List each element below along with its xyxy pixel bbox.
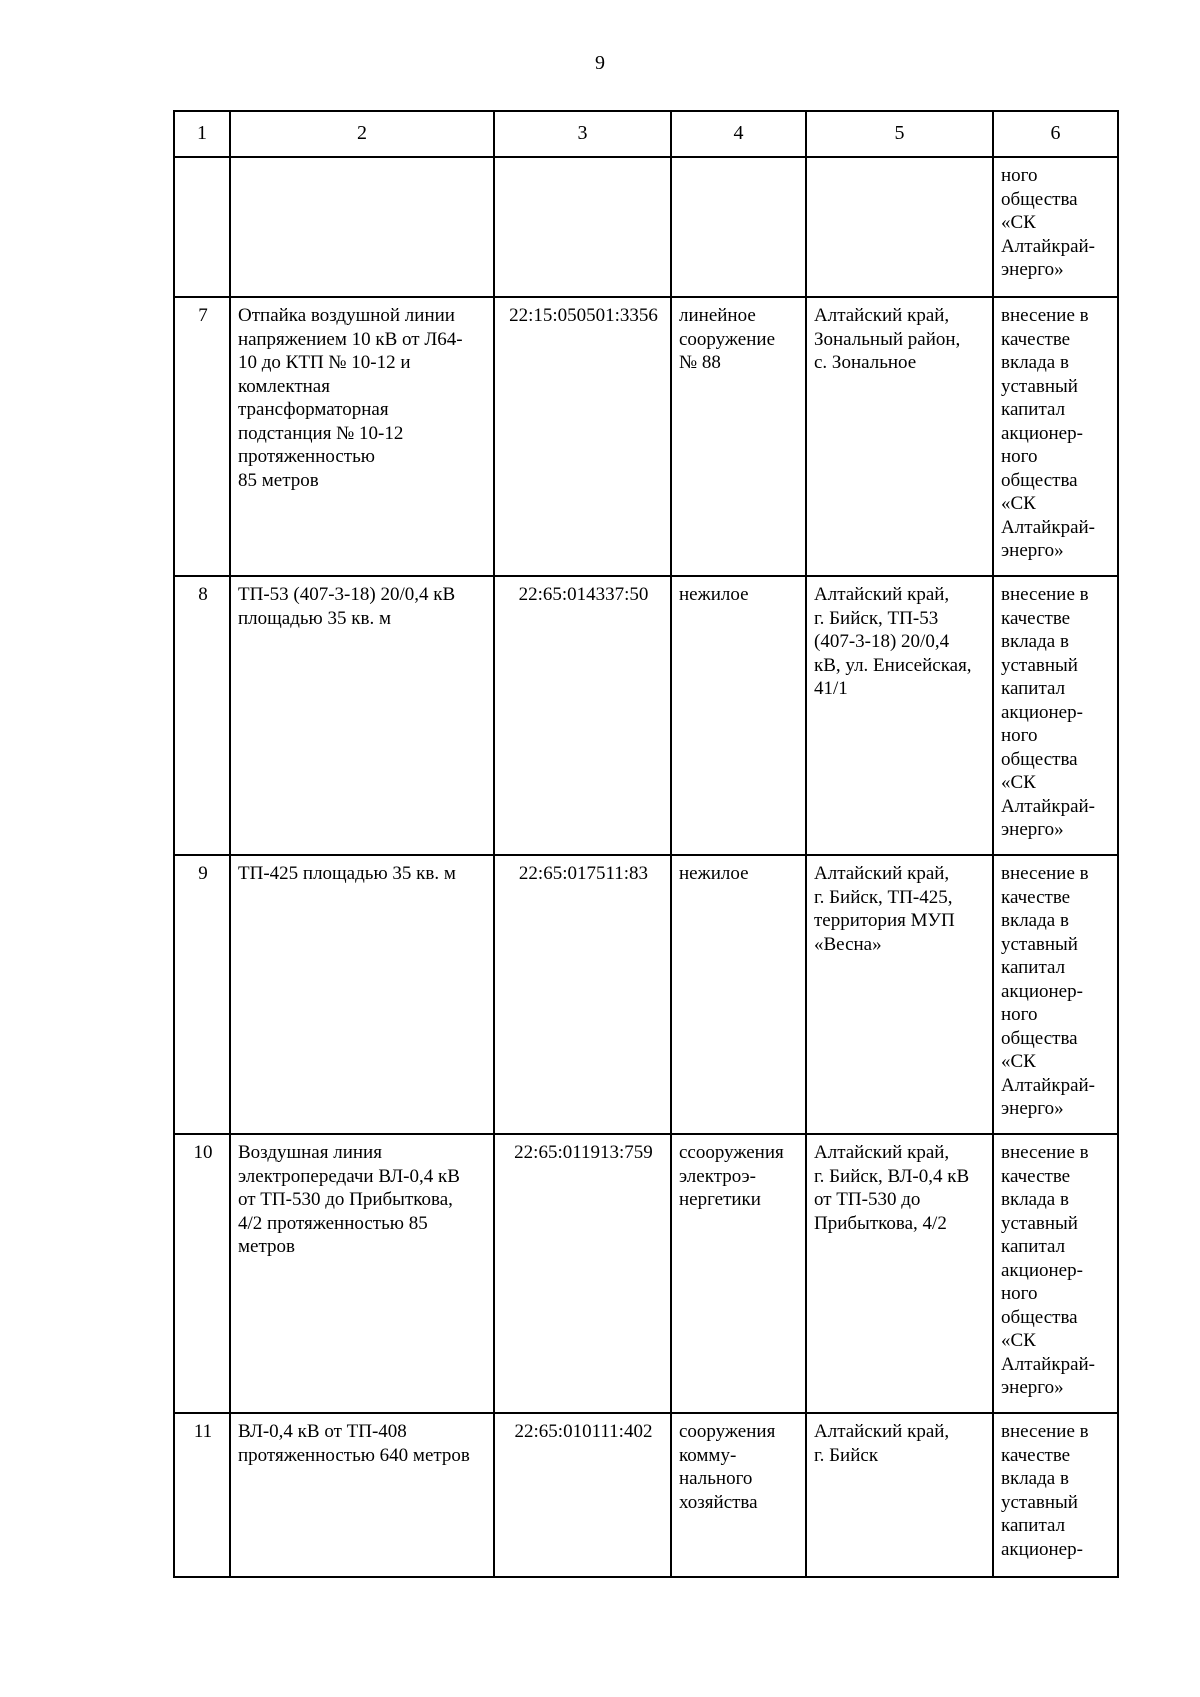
transfer-purpose: внесение в качестве вклада в уставный капитал акционер- (993, 1413, 1118, 1577)
object-name: Воздушная линия электропередачи ВЛ-0,4 кВ от ТП-530 до Прибыткова, 4/2 протяженностью 85 метров (230, 1134, 494, 1413)
table-row (174, 855, 1118, 1134)
object-type: нежилое (671, 855, 806, 1134)
object-type: ссооружения электроэ- нергетики (671, 1134, 806, 1413)
transfer-purpose: внесение в качестве вклада в уставный капитал акционер- ного общества «СК Алтайкрай- энерго» (993, 855, 1118, 1134)
row-number: 11 (174, 1413, 230, 1577)
column-header: 4 (671, 111, 806, 157)
object-address: Алтайский край, г. Бийск, ТП-425, территория МУП «Весна» (806, 855, 993, 1134)
row-number: 9 (174, 855, 230, 1134)
header-row (174, 111, 1118, 157)
transfer-purpose: ного общества «СК Алтайкрай- энерго» (993, 157, 1118, 297)
object-type: нежилое (671, 576, 806, 855)
object-type (671, 157, 806, 297)
object-name: ТП-53 (407-3-18) 20/0,4 кВ площадью 35 кв. м (230, 576, 494, 855)
cadastral-number: 22:65:014337:50 (494, 576, 671, 855)
cadastral-number: 22:65:017511:83 (494, 855, 671, 1134)
page-number: 9 (595, 52, 605, 74)
object-address: Алтайский край, г. Бийск, ВЛ-0,4 кВ от ТП-530 до Прибыткова, 4/2 (806, 1134, 993, 1413)
object-name: ВЛ-0,4 кВ от ТП-408 протяженностью 640 метров (230, 1413, 494, 1577)
object-address: Алтайский край, г. Бийск (806, 1413, 993, 1577)
column-header: 6 (993, 111, 1118, 157)
table-row (174, 1134, 1118, 1413)
object-address: Алтайский край, г. Бийск, ТП-53 (407-3-18) 20/0,4 кВ, ул. Енисейская, 41/1 (806, 576, 993, 855)
cadastral-number (494, 157, 671, 297)
table-row (174, 1413, 1118, 1577)
column-header: 3 (494, 111, 671, 157)
object-address (806, 157, 993, 297)
column-header: 1 (174, 111, 230, 157)
table-row (174, 576, 1118, 855)
table-row (174, 297, 1118, 576)
row-number: 10 (174, 1134, 230, 1413)
object-name: ТП-425 площадью 35 кв. м (230, 855, 494, 1134)
transfer-purpose: внесение в качестве вклада в уставный капитал акционер- ного общества «СК Алтайкрай- энерго» (993, 576, 1118, 855)
object-type: линейное сооружение № 88 (671, 297, 806, 576)
cadastral-number: 22:65:011913:759 (494, 1134, 671, 1413)
object-name: Отпайка воздушной линии напряжением 10 кВ от Л64- 10 до КТП № 10-12 и комлектная трансформаторная подстанция № 10-12 протяженностью 85 метров (230, 297, 494, 576)
row-number: 7 (174, 297, 230, 576)
table-row (174, 157, 1118, 297)
row-number: 8 (174, 576, 230, 855)
property-table (173, 110, 1119, 1578)
column-header: 5 (806, 111, 993, 157)
object-name (230, 157, 494, 297)
transfer-purpose: внесение в качестве вклада в уставный капитал акционер- ного общества «СК Алтайкрай- энерго» (993, 297, 1118, 576)
object-address: Алтайский край, Зональный район, с. Зональное (806, 297, 993, 576)
row-number (174, 157, 230, 297)
column-header: 2 (230, 111, 494, 157)
cadastral-number: 22:65:010111:402 (494, 1413, 671, 1577)
cadastral-number: 22:15:050501:3356 (494, 297, 671, 576)
transfer-purpose: внесение в качестве вклада в уставный капитал акционер- ного общества «СК Алтайкрай- энерго» (993, 1134, 1118, 1413)
object-type: сооружения комму- нального хозяйства (671, 1413, 806, 1577)
